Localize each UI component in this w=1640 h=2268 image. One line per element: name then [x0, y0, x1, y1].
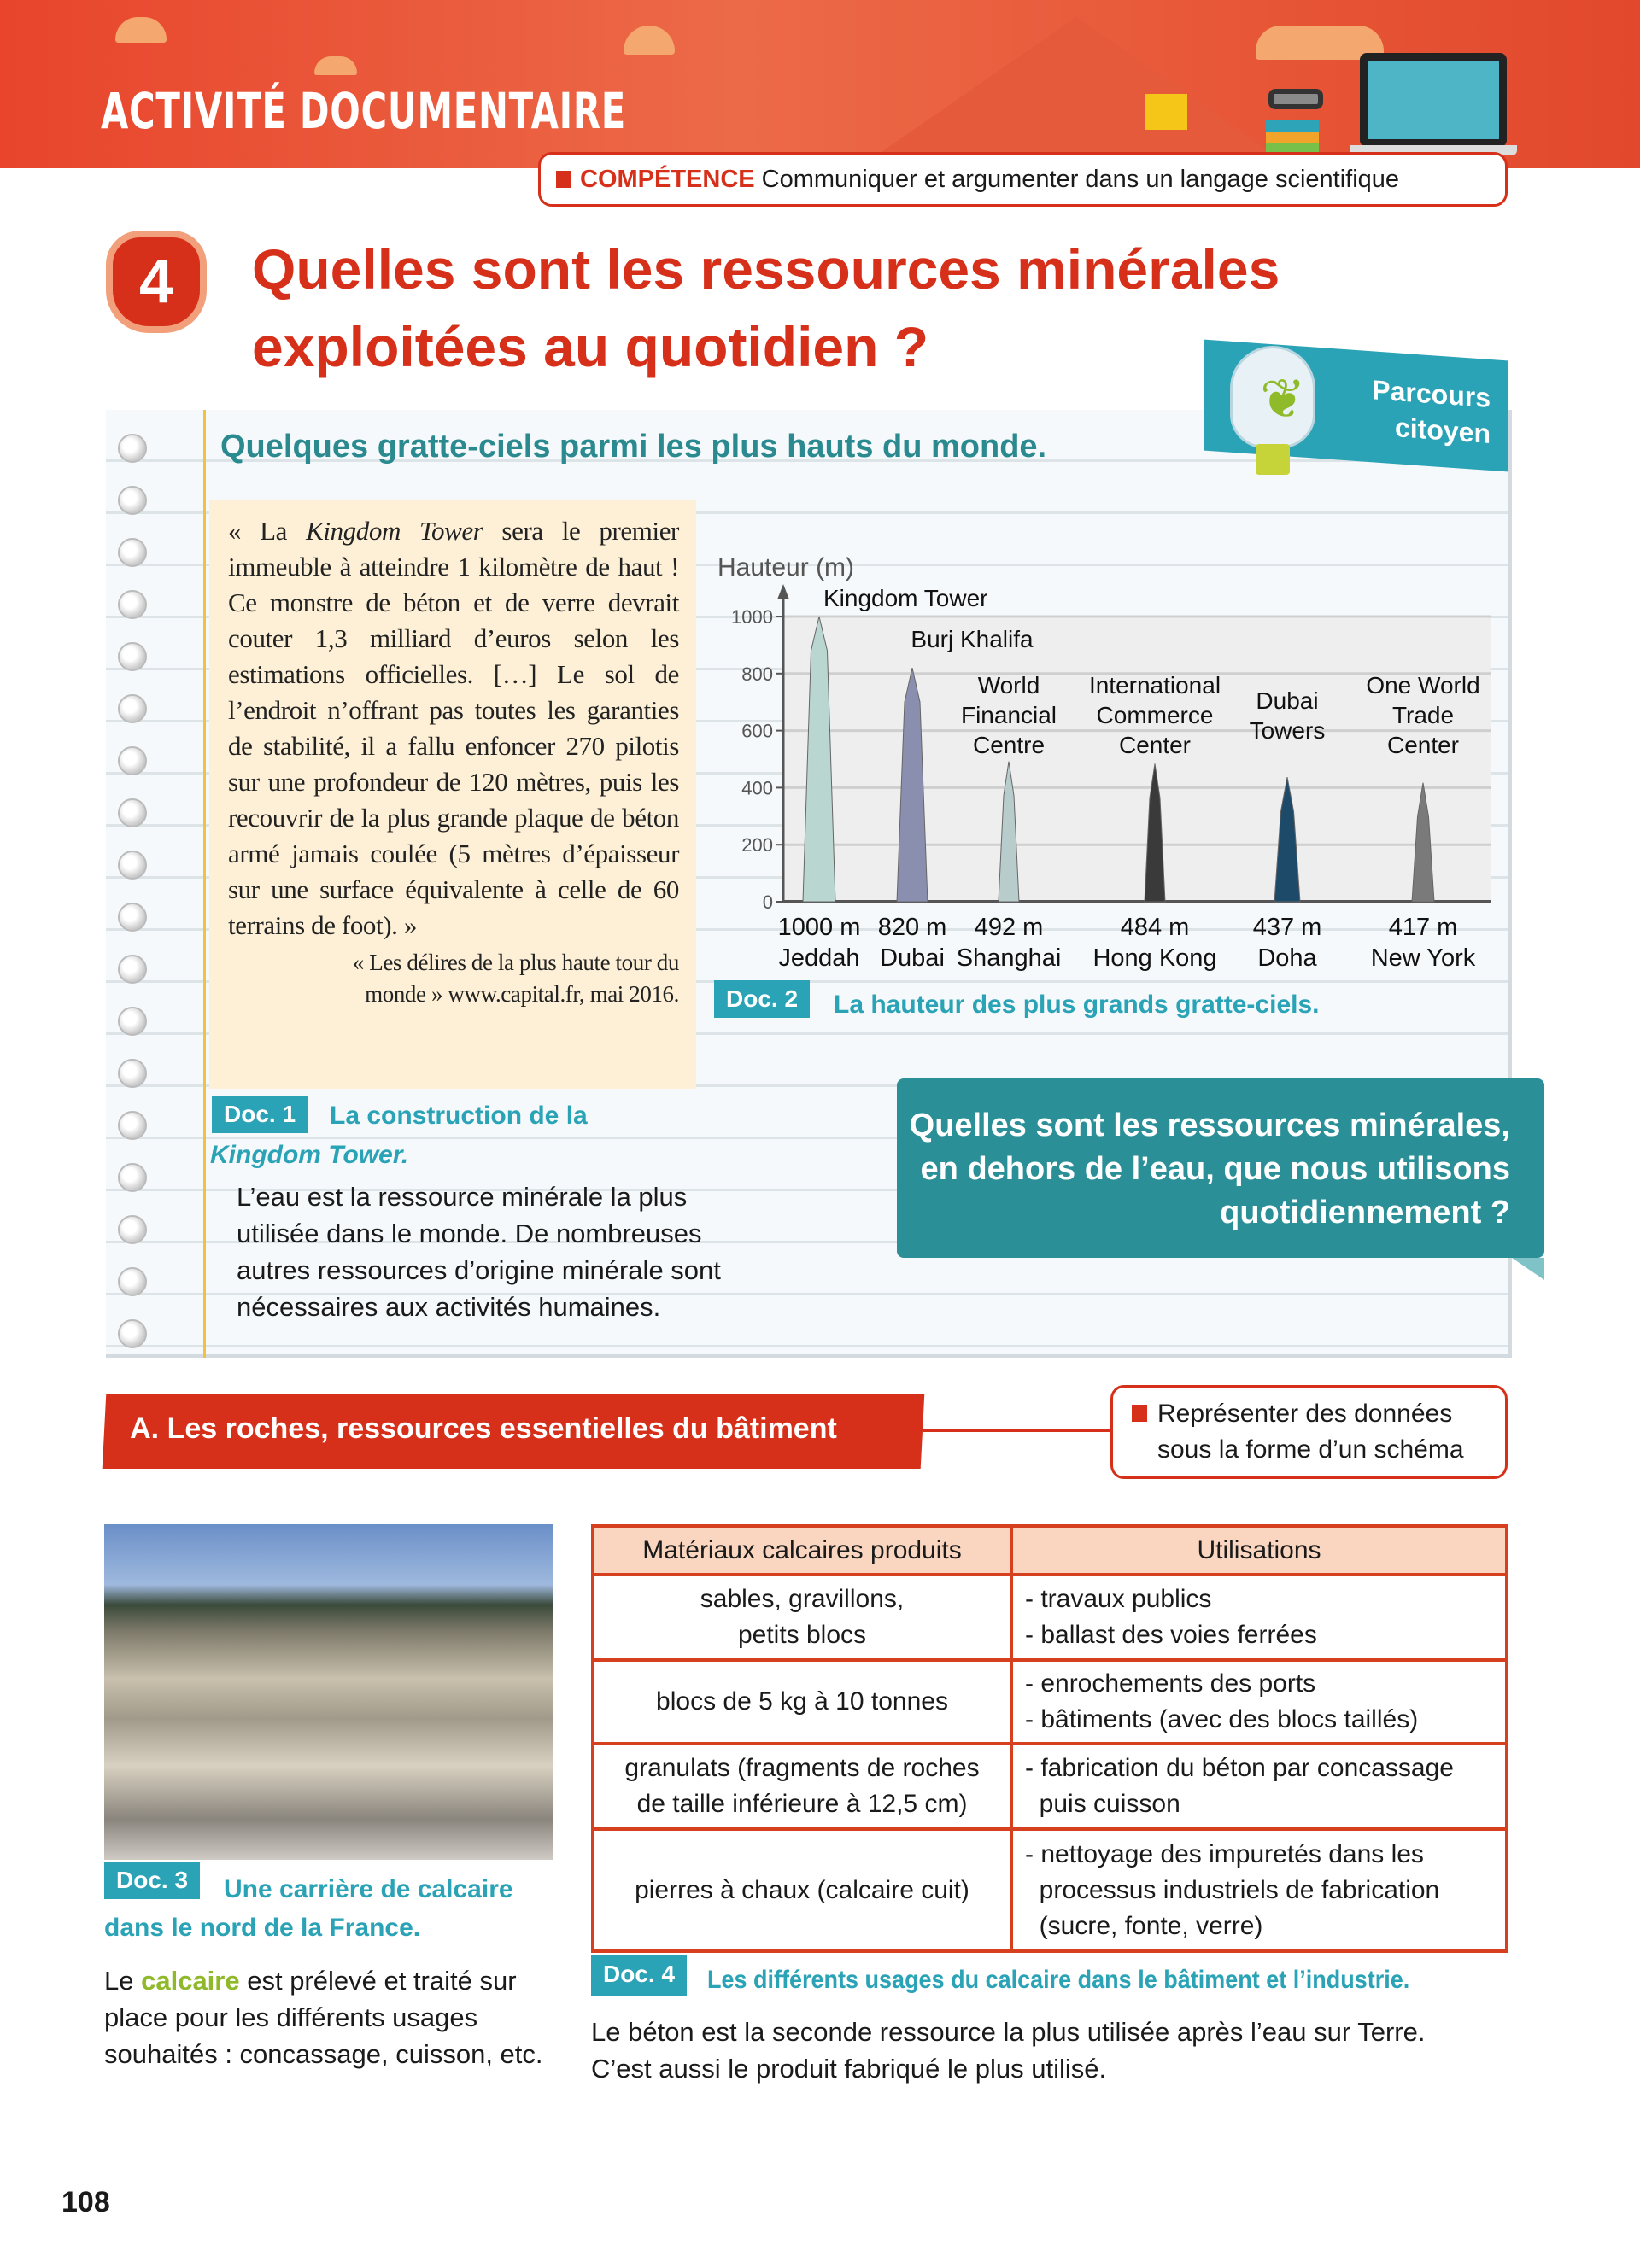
y-tick-label: 1000 [731, 606, 773, 628]
books-icon [1266, 120, 1319, 155]
page-title [252, 231, 1280, 386]
limestone-uses-table [591, 1524, 1508, 1953]
doc2-caption: La hauteur des plus grands gratte-ciels. [834, 991, 1320, 1019]
tower-name-label: Commerce [1096, 702, 1214, 728]
question-box: Quelles sont les ressources minérales, en dehors de l’eau, que nous utilisons quotidiennement ? [897, 1078, 1544, 1258]
doc3-caption-2: dans le nord de la France. [104, 1914, 421, 1942]
binder-ring [118, 590, 147, 619]
tower-name-label: Center [1386, 732, 1460, 758]
binder-ring [118, 642, 147, 671]
binder-ring [118, 903, 147, 932]
table-header: Matériaux calcaires produits [593, 1526, 1011, 1575]
plant-icon: ❦ [1260, 368, 1306, 430]
doc4-label: Doc. 4 [591, 1955, 687, 1996]
tower-height-label: 417 m [1388, 914, 1458, 941]
tower-name-label: World [977, 672, 1040, 699]
y-tick-label: 800 [741, 663, 773, 685]
binder-ring [118, 1163, 147, 1192]
doc4-caption: Les différents usages du calcaire dans le bâtiment et l’industrie. [707, 1966, 1410, 1994]
table-row [593, 1660, 1507, 1744]
tower-name-label: Trade [1391, 702, 1455, 728]
tower-name-label: Centre [972, 732, 1046, 758]
doc3-paragraph: Le calcaire est prélevé et traité sur place pour les différents usages souhaités : concassage, cuisson, etc. [104, 1966, 543, 2069]
material-cell: sables, gravillons, petits blocs [593, 1575, 1011, 1660]
cloud-decoration [115, 17, 167, 43]
uses-cell: - travaux publics - ballast des voies ferrées [1011, 1575, 1507, 1660]
activity-number-badge: 4 [106, 231, 207, 333]
section-connector-line [922, 1429, 1110, 1432]
tower-city-label: Hong Kong [1092, 944, 1217, 972]
doc1-caption: La construction de la [330, 1102, 588, 1130]
competence-text: Communiquer et argumenter dans un langage scientifique [761, 165, 1400, 193]
cloud-decoration [624, 26, 675, 55]
binder-ring [118, 1111, 147, 1140]
laptop-icon [1360, 53, 1507, 147]
factory-icon [1145, 94, 1187, 130]
doc1-caption-italic: Kingdom Tower. [210, 1141, 409, 1169]
y-tick-label: 400 [741, 777, 773, 799]
tower-city-label: Doha [1257, 944, 1317, 972]
doc4-paragraph: Le béton est la seconde ressource la plus utilisée après l’eau sur Terre. C’est aussi le produit fabriqué le plus utilisé. [591, 2017, 1426, 2084]
binder-ring [118, 1059, 147, 1088]
notebook-subtitle: Quelques gratte-ciels parmi les plus hauts du monde. [220, 429, 1047, 465]
tower-name-label: Financial [960, 702, 1057, 728]
question-box-fold [1512, 1258, 1544, 1280]
material-cell: granulats (fragments de roches de taille inférieure à 12,5 cm) [593, 1744, 1011, 1829]
tower-city-label: Dubai [880, 944, 945, 972]
tower-name-label: Kingdom Tower [823, 585, 988, 611]
lightbulb-base-icon [1256, 444, 1290, 475]
y-tick-label: 600 [741, 720, 773, 742]
y-tick-label: 0 [762, 891, 773, 913]
plot-background [783, 617, 1491, 902]
page-number: 108 [62, 2186, 110, 2218]
tower-height-label: 437 m [1252, 914, 1322, 941]
binder-ring [118, 434, 147, 463]
title-line: Quelles sont les ressources minérales [252, 237, 1280, 301]
uses-cell: - enrochements des ports - bâtiments (avec des blocs taillés) [1011, 1660, 1507, 1744]
binder-ring [118, 1007, 147, 1036]
doc1-label: Doc. 1 [212, 1096, 308, 1133]
tower-name-label: Towers [1249, 717, 1326, 744]
y-axis-arrow-icon [777, 584, 789, 599]
doc1-quote [209, 500, 696, 1089]
header-banner [0, 0, 1640, 168]
tower-city-label: Jeddah [778, 944, 860, 972]
quote-source: « Les délires de la plus haute tour du monde » www.capital.fr, mai 2016. [352, 950, 679, 1007]
competence-label: COMPÉTENCE [580, 165, 755, 193]
tower-height-label: 484 m [1120, 914, 1190, 941]
quote-text: « La Kingdom Tower sera le premier immeuble à atteindre 1 kilomètre de haut ! Ce monstre de béton et de verre devrait couter 1,3 milliard d’euros selon les estimations officielles. […] Le sol de l’endroit n’offrant pas toutes les garanties de stabilité, il a fallu enfoncer 270 pilotis sur une profondeur de 120 mètres, puis les recouvrir de la plus grande plaque de béton armé jamais coulée (5 mètres d’épaisseur sur une surface équivalente à celle de 60 terrains de foot). » [228, 516, 679, 940]
binder-ring [118, 486, 147, 515]
skyscraper-height-chart [700, 547, 1512, 982]
binder-ring [118, 538, 147, 567]
y-axis-label: Hauteur (m) [718, 553, 855, 582]
parcours-line: citoyen [1394, 412, 1491, 450]
volcano-illustration [854, 17, 1298, 168]
tower-height-label: 492 m [974, 914, 1044, 941]
binder-ring [118, 1215, 147, 1244]
tower-height-label: 1000 m [777, 914, 861, 941]
tower-name-label: Dubai [1256, 687, 1319, 714]
parcours-line: Parcours [1372, 374, 1491, 414]
table-row [593, 1575, 1507, 1660]
tower-city-label: Shanghai [956, 944, 1062, 972]
doc3-caption: Une carrière de calcaire [224, 1875, 513, 1903]
table-header: Utilisations [1011, 1526, 1507, 1575]
doc3-label: Doc. 3 [104, 1862, 200, 1899]
binder-ring [118, 1267, 147, 1296]
limestone-quarry-photo [104, 1524, 553, 1860]
tower-name-label: Burj Khalifa [911, 626, 1034, 652]
binder-ring [118, 746, 147, 775]
cloud-decoration [314, 56, 357, 75]
binder-ring [118, 798, 147, 827]
skill-box: Représenter des données sous la forme d’un schéma [1110, 1385, 1508, 1479]
table-row [593, 1829, 1507, 1951]
tower-name-label: One World [1366, 672, 1480, 699]
margin-line [203, 410, 206, 1358]
tower-city-label: New York [1370, 944, 1476, 972]
binder-ring [118, 955, 147, 984]
square-bullet-icon [1132, 1405, 1147, 1422]
material-cell: pierres à chaux (calcaire cuit) [593, 1829, 1011, 1951]
glasses-icon [1268, 89, 1323, 109]
uses-cell: - fabrication du béton par concassage puis cuisson [1011, 1744, 1507, 1829]
section-a-heading: A. Les roches, ressources essentielles du bâtiment [102, 1394, 925, 1469]
title-line: exploitées au quotidien ? [252, 315, 929, 378]
tower-height-label: 820 m [877, 914, 947, 941]
y-tick-label: 200 [741, 834, 773, 856]
tower-name-label: International [1088, 672, 1221, 699]
intro-paragraph: L’eau est la ressource minérale la plus utilisée dans le monde. De nombreuses autres ressources d’origine minérale sont nécessaires aux activités humaines. [237, 1182, 721, 1322]
competence-box [538, 152, 1508, 207]
square-bullet-icon [556, 171, 571, 188]
binder-ring [118, 850, 147, 880]
doc2-label: Doc. 2 [714, 980, 810, 1018]
table-row [593, 1744, 1507, 1829]
tower-name-label: Center [1118, 732, 1192, 758]
uses-cell: - nettoyage des impuretés dans les processus industriels de fabrication (sucre, fonte, verre) [1011, 1829, 1507, 1951]
binder-ring [118, 694, 147, 723]
material-cell: blocs de 5 kg à 10 tonnes [593, 1660, 1011, 1744]
binder-ring [118, 1319, 147, 1348]
banner-title: ACTIVITÉ DOCUMENTAIRE [101, 82, 627, 140]
